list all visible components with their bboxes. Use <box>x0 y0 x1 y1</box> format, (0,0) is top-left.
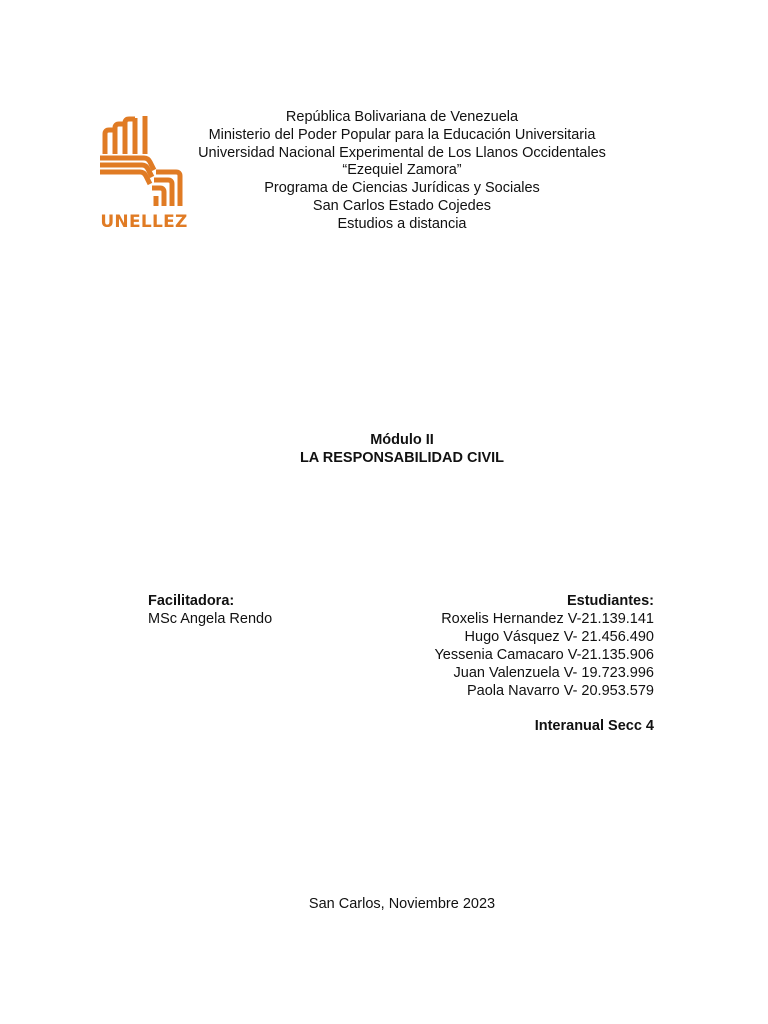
student-item: Juan Valenzuela V- 19.723.996 <box>453 665 654 681</box>
header-line: Programa de Ciencias Jurídicas y Sociales <box>264 180 540 197</box>
student-item: Paola Navarro V- 20.953.579 <box>466 683 654 699</box>
section-label: Interanual Secc 4 <box>534 718 654 734</box>
header-line: Universidad Nacional Experimental de Los Llanos Occidentales <box>198 144 606 161</box>
header-line: Ministerio del Poder Popular para la Educación Universitaria <box>208 126 596 143</box>
header-line: “Ezequiel Zamora” <box>342 162 462 179</box>
students-block <box>434 592 654 700</box>
student-item: Roxelis Hernandez V-21.139.141 <box>441 611 654 627</box>
subject-title: LA RESPONSABILIDAD CIVIL <box>299 450 505 466</box>
students-label: Estudiantes: <box>566 593 654 609</box>
header-line: Estudios a distancia <box>337 215 467 232</box>
student-item: Hugo Vásquez V- 21.456.490 <box>464 629 654 645</box>
module-label: Módulo II <box>370 432 434 448</box>
facilitator-block <box>148 592 272 628</box>
student-item: Yessenia Camacaro V-21.135.906 <box>434 647 654 663</box>
facilitator-name: MSc Angela Rendo <box>148 611 273 627</box>
facilitator-label: Facilitadora: <box>148 593 235 609</box>
place-date: San Carlos, Noviembre 2023 <box>308 896 496 912</box>
header-line: San Carlos Estado Cojedes <box>312 197 492 214</box>
logo-wordmark: UNELLEZ <box>100 212 188 232</box>
header-line: República Bolivariana de Venezuela <box>285 109 519 125</box>
document-title <box>0 431 768 467</box>
institution-header <box>0 109 768 234</box>
